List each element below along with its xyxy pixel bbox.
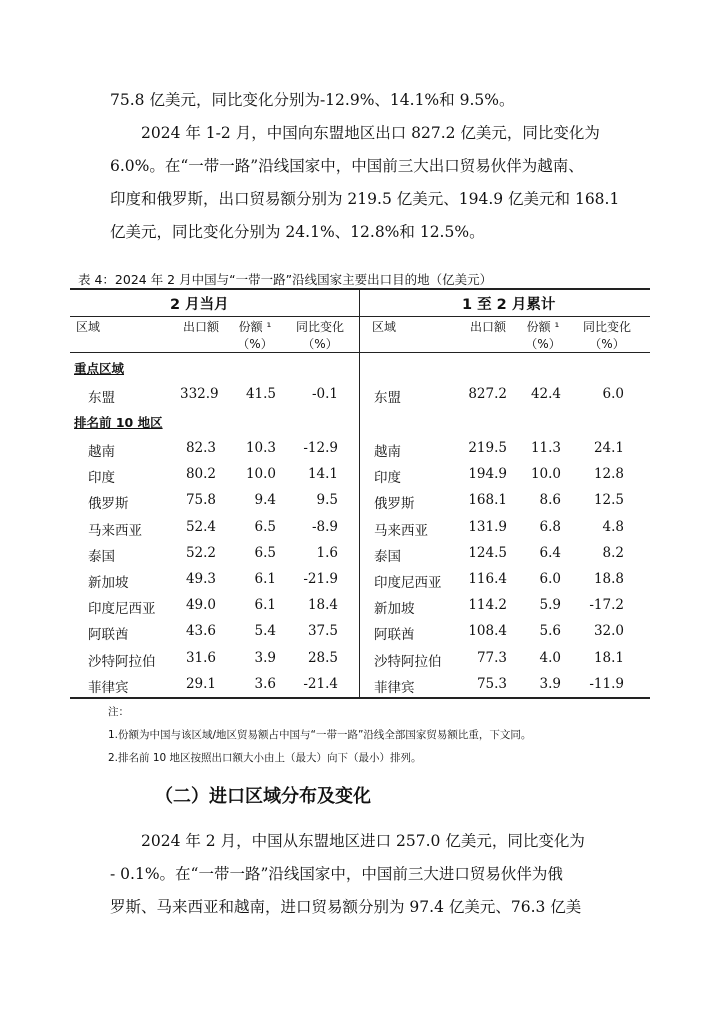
col-header-share bbox=[518, 319, 568, 353]
cell-export: 168.1 bbox=[468, 492, 507, 509]
cell-region: 越南 bbox=[374, 444, 401, 460]
cell-export: 108.4 bbox=[468, 623, 507, 640]
cell-export: 52.2 bbox=[185, 544, 216, 561]
text-line: 罗斯、马来西亚和越南，进口贸易额分别为 97.4 亿美元、76.3 亿美 bbox=[110, 898, 582, 916]
cell-export: 31.6 bbox=[185, 649, 216, 666]
cell-share: 5.4 bbox=[254, 623, 276, 640]
col-header-export: 出口额 bbox=[469, 320, 506, 334]
cell-export: 75.3 bbox=[476, 675, 507, 692]
cell-yoy: 18.4 bbox=[307, 597, 338, 614]
text-line: 印度和俄罗斯，出口贸易额分别为 219.5 亿美元、194.9 亿美元和 168.1 bbox=[110, 190, 620, 208]
cell-yoy: 28.5 bbox=[307, 649, 338, 666]
cell-share: 6.1 bbox=[254, 597, 276, 614]
col-header-export: 出口额 bbox=[182, 320, 219, 334]
cell-share: 11.3 bbox=[530, 440, 561, 456]
cell-export: 52.4 bbox=[185, 518, 216, 535]
cell-share: 6.5 bbox=[254, 544, 276, 561]
cell-yoy: 8.2 bbox=[602, 544, 624, 561]
cell-yoy: 14.1 bbox=[307, 466, 338, 483]
cell-region: 东盟 bbox=[88, 390, 115, 406]
cell-share: 6.0 bbox=[539, 571, 561, 587]
cell-export: 43.6 bbox=[185, 623, 216, 640]
paragraph-1 bbox=[110, 84, 630, 117]
text-line: 2024 年 1-2 月，中国向东盟地区出口 827.2 亿美元，同比变化为 bbox=[141, 124, 600, 142]
col-header-yoy bbox=[288, 319, 352, 353]
cell-share: 10.0 bbox=[530, 466, 561, 483]
cell-yoy: 24.1 bbox=[593, 440, 624, 456]
cell-yoy: 37.5 bbox=[307, 623, 338, 640]
cell-region: 沙特阿拉伯 bbox=[88, 653, 156, 670]
paragraph-2 bbox=[110, 117, 630, 249]
cell-share: 10.0 bbox=[245, 466, 276, 483]
cell-export: 332.9 bbox=[180, 386, 219, 402]
cell-share: 6.1 bbox=[254, 571, 276, 587]
col-header-share bbox=[230, 319, 280, 353]
cell-yoy: 12.8 bbox=[593, 466, 624, 483]
cell-yoy: 18.8 bbox=[593, 571, 624, 587]
cell-export: 77.3 bbox=[476, 649, 507, 666]
cell-yoy: 12.5 bbox=[593, 492, 624, 509]
col-header-region: 区域 bbox=[372, 320, 397, 334]
cell-region: 印度 bbox=[88, 470, 115, 487]
cell-region: 印度 bbox=[374, 470, 401, 487]
cell-export: 124.5 bbox=[468, 544, 507, 561]
cell-export: 29.1 bbox=[185, 675, 216, 692]
cell-export: 75.8 bbox=[185, 492, 216, 509]
col-header-share-line1: 份额 ¹ bbox=[238, 320, 272, 334]
col-header-yoy-line2: （%） bbox=[589, 337, 625, 351]
cell-yoy: -21.4 bbox=[303, 675, 338, 692]
left-group-header: 2 月当月 bbox=[170, 297, 229, 313]
text-line: - 0.1%。在“一带一路”沿线国家中，中国前三大进口贸易伙伴为俄 bbox=[110, 865, 563, 883]
table-header-rule bbox=[70, 316, 650, 317]
section-heading: （二）进口区域分布及变化 bbox=[155, 786, 371, 807]
cell-region: 马来西亚 bbox=[88, 522, 142, 539]
note-2: 2.排名前 10 地区按照出口额大小由上（最大）向下（最小）排列。 bbox=[108, 752, 422, 764]
text-line: 2024 年 2 月，中国从东盟地区进口 257.0 亿美元，同比变化为 bbox=[141, 832, 585, 850]
text-line: 亿美元，同比变化分别为 24.1%、12.8%和 12.5%。 bbox=[110, 223, 485, 241]
cell-yoy: -11.9 bbox=[589, 675, 624, 692]
text-line: 6.0%。在“一带一路”沿线国家中，中国前三大出口贸易伙伴为越南、 bbox=[110, 157, 584, 175]
cell-yoy: 6.0 bbox=[602, 386, 624, 402]
cell-yoy: -17.2 bbox=[589, 597, 624, 614]
cell-region: 东盟 bbox=[374, 390, 401, 406]
cell-export: 219.5 bbox=[468, 440, 507, 456]
right-group-header: 1 至 2 月累计 bbox=[462, 297, 556, 313]
cell-export: 114.2 bbox=[468, 597, 507, 614]
cell-export: 80.2 bbox=[185, 466, 216, 483]
cell-region: 泰国 bbox=[88, 548, 115, 565]
cell-export: 131.9 bbox=[468, 518, 507, 535]
cell-region: 阿联酋 bbox=[374, 627, 415, 644]
cell-region: 印度尼西亚 bbox=[374, 575, 442, 591]
cell-region: 越南 bbox=[88, 444, 115, 460]
table-caption: 表 4：2024 年 2 月中国与“一带一路”沿线国家主要出口目的地（亿美元） bbox=[78, 272, 493, 287]
cell-export: 194.9 bbox=[468, 466, 507, 483]
col-header-share-line2: （%） bbox=[525, 337, 561, 351]
cell-yoy: -8.9 bbox=[311, 518, 338, 535]
cell-share: 6.8 bbox=[539, 518, 561, 535]
cell-export: 116.4 bbox=[468, 571, 507, 587]
cell-share: 5.9 bbox=[539, 597, 561, 614]
notes-label: 注： bbox=[108, 706, 129, 718]
cell-yoy: 1.6 bbox=[316, 544, 338, 561]
note-1: 1.份额为中国与该区域/地区贸易额占中国与“一带一路”沿线全部国家贸易额比重，下文同。 bbox=[108, 729, 532, 741]
cell-export: 827.2 bbox=[468, 386, 507, 402]
cell-region: 菲律宾 bbox=[374, 679, 415, 696]
col-header-yoy-line1: 同比变化 bbox=[582, 320, 631, 334]
cell-yoy: 18.1 bbox=[593, 649, 624, 666]
cell-share: 5.6 bbox=[539, 623, 561, 640]
cell-export: 49.0 bbox=[185, 597, 216, 614]
cell-share: 10.3 bbox=[245, 440, 276, 456]
section-key-region: 重点区域 bbox=[74, 361, 125, 376]
cell-yoy: 4.8 bbox=[602, 518, 624, 535]
cell-region: 俄罗斯 bbox=[374, 496, 415, 513]
cell-region: 沙特阿拉伯 bbox=[374, 653, 442, 670]
cell-share: 3.9 bbox=[539, 675, 561, 692]
cell-export: 49.3 bbox=[185, 571, 216, 587]
cell-share: 4.0 bbox=[539, 649, 561, 666]
cell-share: 41.5 bbox=[245, 386, 276, 402]
cell-yoy: 32.0 bbox=[593, 623, 624, 640]
table-bottom-rule bbox=[70, 697, 650, 699]
paragraph-3 bbox=[110, 825, 630, 924]
cell-yoy: -0.1 bbox=[311, 386, 338, 402]
col-header-region: 区域 bbox=[76, 320, 101, 334]
section-top10: 排名前 10 地区 bbox=[74, 415, 163, 430]
cell-region: 新加坡 bbox=[374, 601, 415, 618]
cell-region: 泰国 bbox=[374, 548, 401, 565]
table-top-rule bbox=[70, 288, 650, 290]
cell-share: 6.5 bbox=[254, 518, 276, 535]
cell-yoy: 9.5 bbox=[316, 492, 338, 509]
table-divider bbox=[359, 288, 360, 698]
text-line: 75.8 亿美元，同比变化分别为-12.9%、14.1%和 9.5%。 bbox=[110, 91, 515, 109]
cell-yoy: -12.9 bbox=[303, 440, 338, 456]
cell-share: 9.4 bbox=[254, 492, 276, 509]
col-header-yoy-line2: （%） bbox=[302, 337, 338, 351]
col-header-yoy bbox=[574, 319, 640, 353]
cell-share: 8.6 bbox=[539, 492, 561, 509]
col-header-share-line2: （%） bbox=[237, 337, 273, 351]
cell-region: 印度尼西亚 bbox=[88, 601, 156, 618]
cell-region: 菲律宾 bbox=[88, 679, 129, 696]
cell-region: 马来西亚 bbox=[374, 522, 428, 539]
cell-region: 俄罗斯 bbox=[88, 496, 129, 513]
col-header-yoy-line1: 同比变化 bbox=[295, 320, 344, 334]
export-table bbox=[70, 288, 650, 698]
cell-export: 82.3 bbox=[185, 440, 216, 456]
col-header-share-line1: 份额 ¹ bbox=[526, 320, 560, 334]
cell-share: 42.4 bbox=[530, 386, 561, 402]
cell-yoy: -21.9 bbox=[303, 571, 338, 587]
cell-region: 新加坡 bbox=[88, 575, 129, 591]
cell-share: 3.6 bbox=[254, 675, 276, 692]
cell-share: 3.9 bbox=[254, 649, 276, 666]
cell-share: 6.4 bbox=[539, 544, 561, 561]
cell-region: 阿联酋 bbox=[88, 627, 129, 644]
